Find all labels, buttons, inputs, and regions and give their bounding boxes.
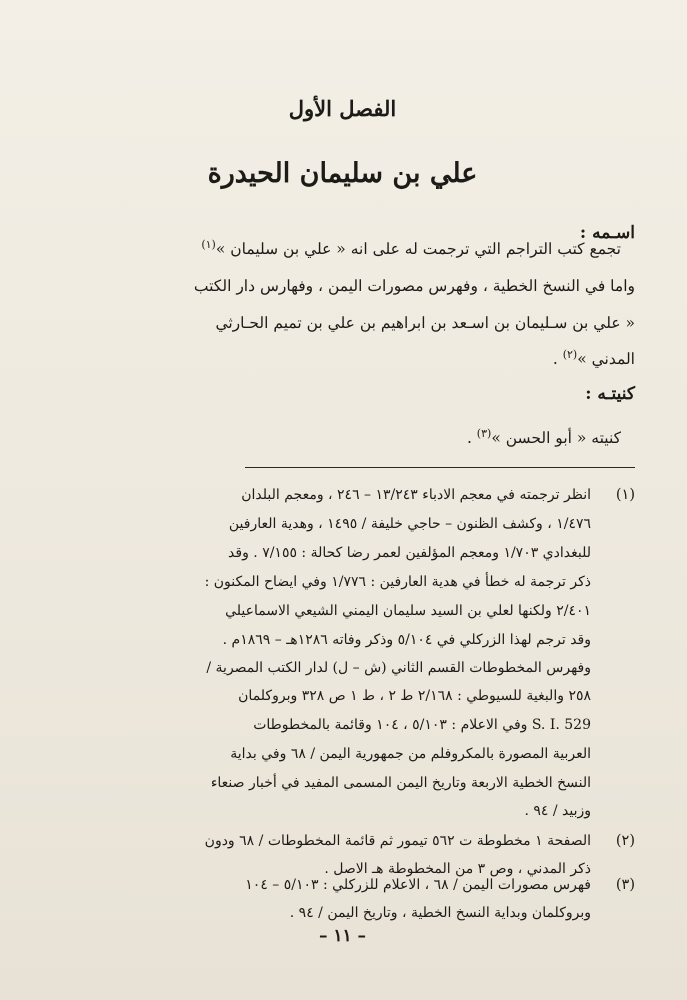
footnote-1-line-5: ٢/٤٠١ ولكنها لعلي بن السيد سليمان اليمني الشيعي الاسماعيلي [225, 603, 591, 619]
footnote-1-line-8: ٢٥٨ والبغية للسيوطي : ٢/١٦٨ ط ٢ ، ط ١ ص ٣٢٨ وبروكلمان [238, 688, 591, 704]
footnote-1-line-6: وقد ترجم لهذا الزركلي في ٥/١٠٤ وذكر وفاته ١٢٨٦هـ – ١٨٦٩م . [222, 632, 591, 648]
person-title: علي بن سليمان الحيدرة [207, 158, 478, 189]
footnote-3-number: (٣) [615, 877, 635, 893]
footnote-1-line-9: S. I. 529 وفي الاعلام : ٥/١٠٣ ، ١٠٤ وقائمة بالمخطوطات [253, 717, 591, 733]
chapter-title: الفصل الأول [288, 96, 397, 121]
kunya-line-1 [50, 427, 635, 447]
name-line-3 [50, 314, 635, 332]
page-number: – ١١ – [318, 926, 367, 946]
footnote-1-line-2: ١/٤٧٦ ، وكشف الظنون – حاجي خليفة / ١٤٩٥ ، وهدية العارفين [228, 516, 591, 532]
footnote-ref-3: (٣) [476, 427, 492, 440]
footnote-1-line-3: للبغدادي ١/٧٠٣ ومعجم المؤلفين لعمر رضا كحالة : ٧/١٥٥ . وقد [228, 545, 591, 561]
footnote-1-line-7: وفهرس المخطوطات القسم الثاني (ش – ل) لدار الكتب المصرية / [206, 660, 591, 676]
footnote-1-line-10: العربية المصورة بالمكروفلم من جمهورية اليمن / ٦٨ وفي بداية [230, 746, 591, 762]
name-heading: اسـمه : [579, 223, 635, 243]
name-line-2 [50, 277, 635, 295]
footnote-2-line-1: الصفحة ١ مخطوطة ت ٥٦٢ تيمور ثم قائمة المخطوطات / ٦٨ ودون [204, 833, 591, 849]
footnote-1-line-12: وزبيد / ٩٤ . [524, 803, 591, 819]
footnote-ref-1: (١) [201, 238, 216, 251]
footnote-1-number: (١) [615, 487, 635, 503]
footnote-3-line-2: وبروكلمان وبداية النسخ الخطية ، وتاريخ اليمن / ٩٤ . [289, 905, 591, 921]
kunya-line-1-tail: . [466, 429, 477, 448]
footnote-1-line-1: انظر ترجمته في معجم الادباء ١٣/٢٤٣ – ٢٤٦ ، ومعجم البلدان [241, 487, 591, 503]
footnote-ref-2: (٢) [562, 348, 578, 361]
footnote-1-line-11: النسخ الخطية الاربعة وتاريخ اليمن المسمى المفيد في أخبار صنعاء [210, 775, 591, 791]
name-line-4 [50, 348, 635, 368]
name-line-4-tail: . [552, 350, 563, 369]
name-line-2-text: واما في النسخ الخطية ، وفهرس مصورات اليمن ، وفهارس دار الكتب [193, 277, 635, 295]
footnote-2-number: (٢) [615, 833, 635, 849]
footnote-3-line-1: فهرس مصورات اليمن / ٦٨ ، الاعلام للزركلي : ٥/١٠٣ – ١٠٤ [245, 877, 591, 893]
name-line-1 [50, 238, 635, 258]
footnote-separator [245, 467, 635, 468]
name-line-1-text: تجمع كتب التراجم التي ترجمت له على انه « علي بن سليمان » [215, 240, 621, 259]
name-line-3-text: « علي بن سـليمان بن اسـعد بن ابراهيم بن علي بن تميم الحـارثي [215, 314, 635, 332]
name-line-4-text: المدني » [577, 350, 635, 369]
footnote-2-line-2: ذكر المدني ، وص ٣ من المخطوطة هـ الاصل . [324, 861, 591, 877]
footnote-1-line-4: ذكر ترجمة له خطأ في هدية العارفين : ١/٧٧٦ وفي ايضاح المكنون : [204, 574, 591, 590]
kunya-line-1-text: كنيته « أبو الحسن » [491, 429, 621, 448]
kunya-heading: كنيتـه : [585, 384, 635, 404]
